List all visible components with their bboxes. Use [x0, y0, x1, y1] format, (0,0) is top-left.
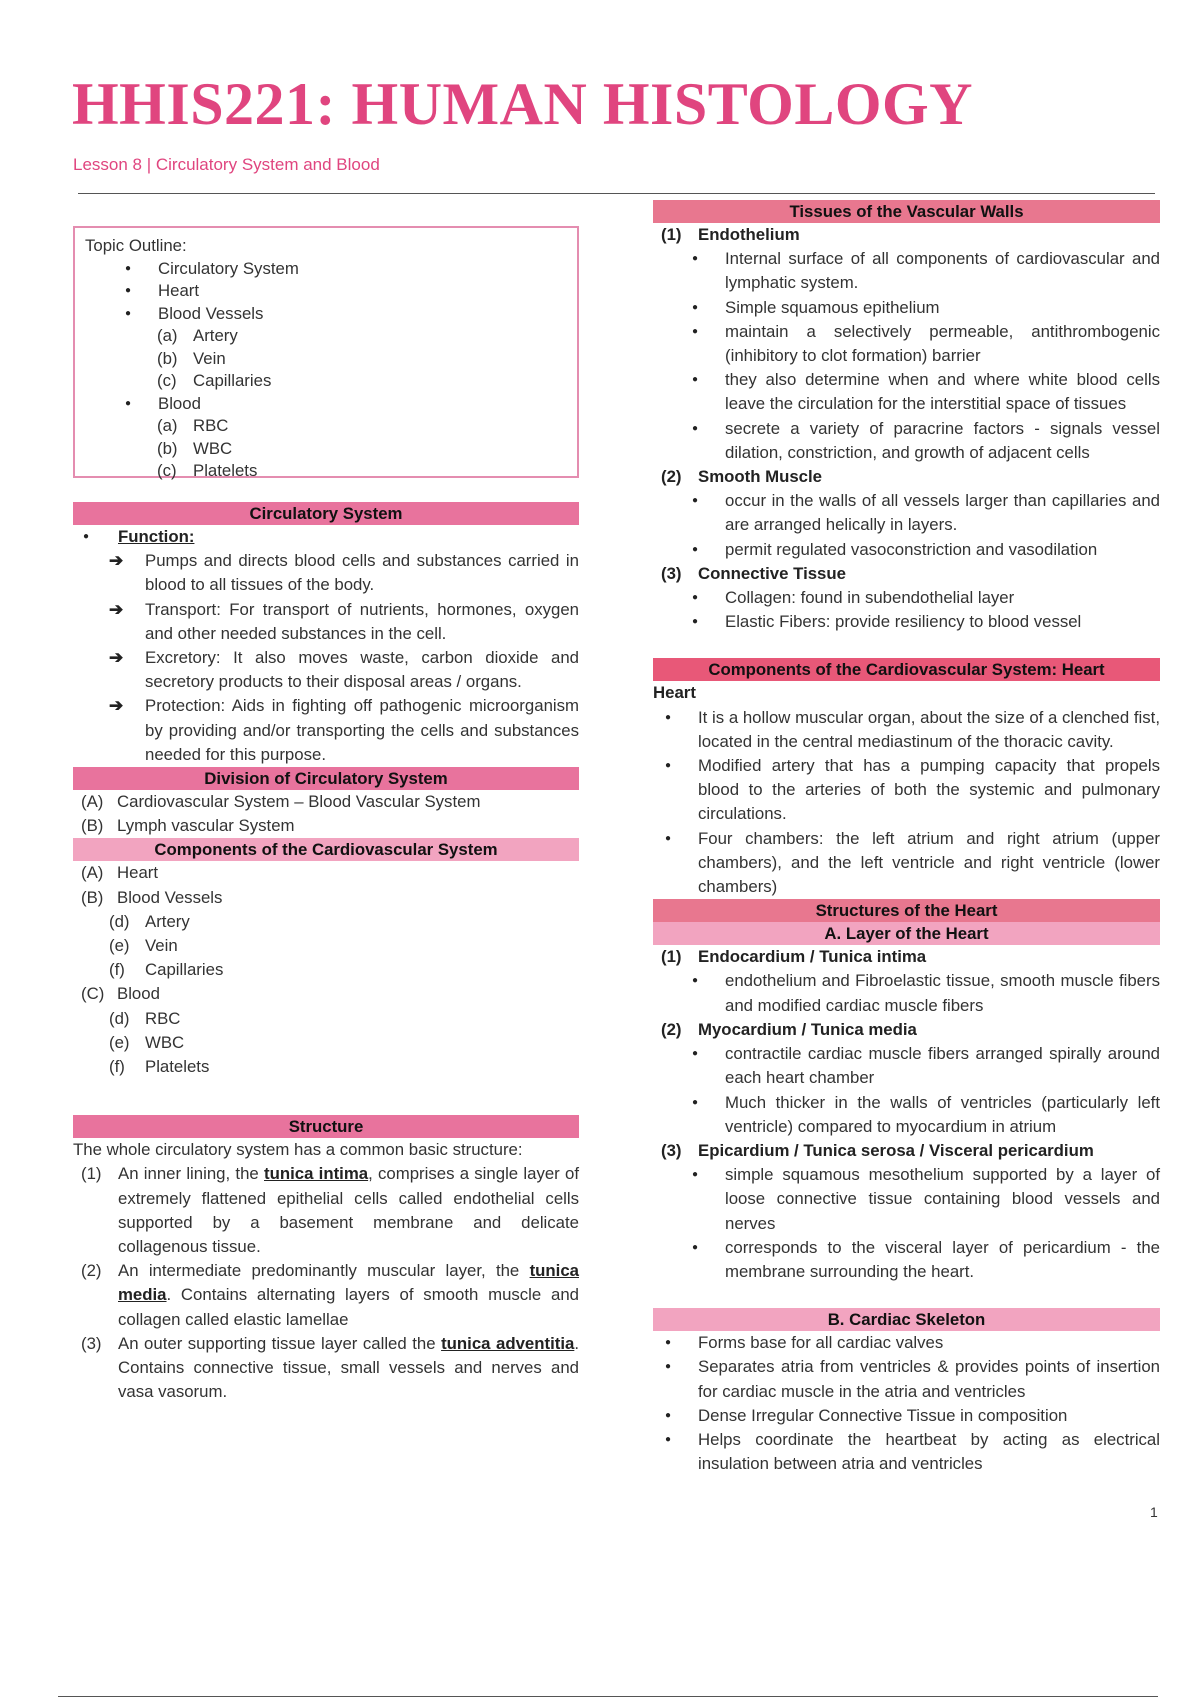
function-item: ➔ Excretory: It also moves waste, carbon dioxide and secretory products to their disposal areas / organs. — [73, 646, 579, 694]
heart-point: ● It is a hollow muscular organ, about the size of a clenched fist, located in the central mediastinum of the thoracic cavity. — [653, 706, 1160, 754]
skeleton-point: ● Helps coordinate the heartbeat by acting as electrical insulation between atria and ventricles — [653, 1428, 1160, 1476]
outline-subitem: (c) Capillaries — [157, 371, 272, 390]
division-item: (A) Cardiovascular System – Blood Vascular System — [81, 792, 481, 812]
outline-subitem: (a) RBC — [157, 416, 229, 435]
section-heading-vascular-walls: Tissues of the Vascular Walls — [653, 200, 1160, 223]
tissue-point: ● they also determine when and where white blood cells leave the circulation for the interstitial space of tissues — [653, 368, 1160, 416]
component-subitem: (e) WBC — [109, 1032, 185, 1052]
heart-subheading: Heart — [653, 683, 696, 703]
outline-item: ● Circulatory System — [85, 258, 567, 281]
outline-item: ● Heart — [85, 280, 567, 303]
lesson-subtitle: Lesson 8 | Circulatory System and Blood — [73, 155, 380, 174]
tissue-point: ● Elastic Fibers: provide resiliency to blood vessel — [653, 610, 1160, 634]
tissue-title: (2) Smooth Muscle — [661, 467, 823, 487]
outline-heading: Topic Outline: — [85, 236, 187, 255]
structure-item: (2) An intermediate predominantly muscular layer, the tunica media. Contains alternating layers of smooth muscle and collagen called elastic lamellae — [81, 1261, 579, 1329]
layer-point: ● contractile cardiac muscle fibers arranged spirally around each heart chamber — [653, 1042, 1160, 1090]
outline-item: ● Blood — [85, 393, 567, 416]
section-heading-heart: Components of the Cardiovascular System: Heart — [653, 658, 1160, 681]
layer-point: ● endothelium and Fibroelastic tissue, smooth muscle fibers and modified cardiac muscle fibers — [653, 969, 1160, 1017]
document-title: HHIS221: HUMAN HISTOLOGY — [72, 71, 974, 137]
layer-point: ● simple squamous mesothelium supported by a layer of loose connective tissue containing blood vessels and nerves — [653, 1163, 1160, 1236]
tissue-point: ● Collagen: found in subendothelial layer — [653, 586, 1160, 610]
function-item: ➔ Pumps and directs blood cells and substances carried in blood to all tissues of the body. — [73, 549, 579, 597]
section-heading-circulatory: Circulatory System — [73, 502, 579, 525]
structure-intro: The whole circulatory system has a common basic structure: — [73, 1140, 523, 1160]
outline-subitem: (a) Artery — [157, 326, 238, 345]
skeleton-point: ● Forms base for all cardiac valves — [653, 1331, 1160, 1355]
heart-point: ● Four chambers: the left atrium and right atrium (upper chambers), and the left ventricle and right ventricle (lower chambers) — [653, 827, 1160, 900]
component-subitem: (f) Platelets — [109, 1057, 210, 1077]
section-heading-components: Components of the Cardiovascular System — [73, 838, 579, 861]
component-subitem: (d) Artery — [109, 911, 190, 931]
component-subitem: (d) RBC — [109, 1008, 181, 1028]
outline-item: ● Blood Vessels — [85, 303, 567, 326]
skeleton-point: ● Separates atria from ventricles & provides points of insertion for cardiac muscle in the atria and ventricles — [653, 1355, 1160, 1403]
heart-point: ● Modified artery that has a pumping capacity that propels blood to the arteries of both the systemic and pulmonary circulations. — [653, 754, 1160, 827]
tissue-point: ● permit regulated vasoconstriction and vasodilation — [653, 538, 1160, 562]
outline-subitem: (c) Platelets — [157, 461, 258, 480]
section-heading-division: Division of Circulatory System — [73, 767, 579, 790]
structure-item: (1) An inner lining, the tunica intima, comprises a single layer of extremely flattened epithelial cells called endothelial cells supported by a basement membrane and delicate collagenous tissue. — [81, 1164, 579, 1257]
function-label: ● Function: — [73, 525, 579, 549]
topic-outline-box — [73, 226, 579, 478]
page-number: 1 — [1150, 1504, 1158, 1520]
tissue-point: ● secrete a variety of paracrine factors - signals vessel dilation, constriction, and growth of adjacent cells — [653, 417, 1160, 465]
footer-divider — [58, 1696, 1158, 1697]
tissue-title: (1) Endothelium — [661, 225, 800, 244]
component-item: (C) Blood — [81, 984, 160, 1004]
tissue-point: ● occur in the walls of all vessels larger than capillaries and are arranged helically in layers. — [653, 489, 1160, 537]
layer-title: (2) Myocardium / Tunica media — [661, 1019, 917, 1039]
layer-point: ● corresponds to the visceral layer of pericardium - the membrane surrounding the heart. — [653, 1236, 1160, 1284]
left-column — [73, 226, 579, 1405]
structure-item: (3) An outer supporting tissue layer called the tunica adventitia. Contains connective tissue, small vessels and nerves and vasa vasorum. — [81, 1333, 579, 1402]
component-subitem: (f) Capillaries — [109, 960, 224, 980]
tissue-title: (3) Connective Tissue — [661, 563, 846, 583]
outline-subitem: (b) Vein — [157, 348, 226, 368]
skeleton-point: ● Dense Irregular Connective Tissue in composition — [653, 1404, 1160, 1428]
layer-title: (3) Epicardium / Tunica serosa / Visceral pericardium — [661, 1140, 1094, 1160]
tissue-point: ● Simple squamous epithelium — [653, 296, 1160, 320]
component-item: (B) Blood Vessels — [81, 887, 223, 907]
section-heading-structures: Structures of the Heart — [653, 899, 1160, 922]
layer-point: ● Much thicker in the walls of ventricles (particularly left ventricle) compared to myocardium in atrium — [653, 1091, 1160, 1139]
outline-subitem: (b) WBC — [157, 438, 233, 458]
section-heading-skeleton: B. Cardiac Skeleton — [653, 1308, 1160, 1331]
right-column — [653, 200, 1160, 1476]
layer-title: (1) Endocardium / Tunica intima — [661, 947, 927, 967]
section-heading-layer: A. Layer of the Heart — [653, 922, 1160, 945]
division-item: (B) Lymph vascular System — [81, 816, 295, 836]
tissue-point: ● maintain a selectively permeable, antithrombogenic (inhibitory to clot formation) barrier — [653, 320, 1160, 368]
function-item: ➔ Transport: For transport of nutrients, hormones, oxygen and other needed substances in the cell. — [73, 598, 579, 646]
component-subitem: (e) Vein — [109, 936, 178, 956]
header-divider — [78, 193, 1155, 194]
component-item: (A) Heart — [81, 863, 159, 883]
tissue-point: ● Internal surface of all components of cardiovascular and lymphatic system. — [653, 247, 1160, 295]
section-heading-structure: Structure — [73, 1115, 579, 1138]
function-item: ➔ Protection: Aids in fighting off pathogenic microorganism by providing and/or transporting the cells and substances needed for this purpose. — [73, 694, 579, 767]
